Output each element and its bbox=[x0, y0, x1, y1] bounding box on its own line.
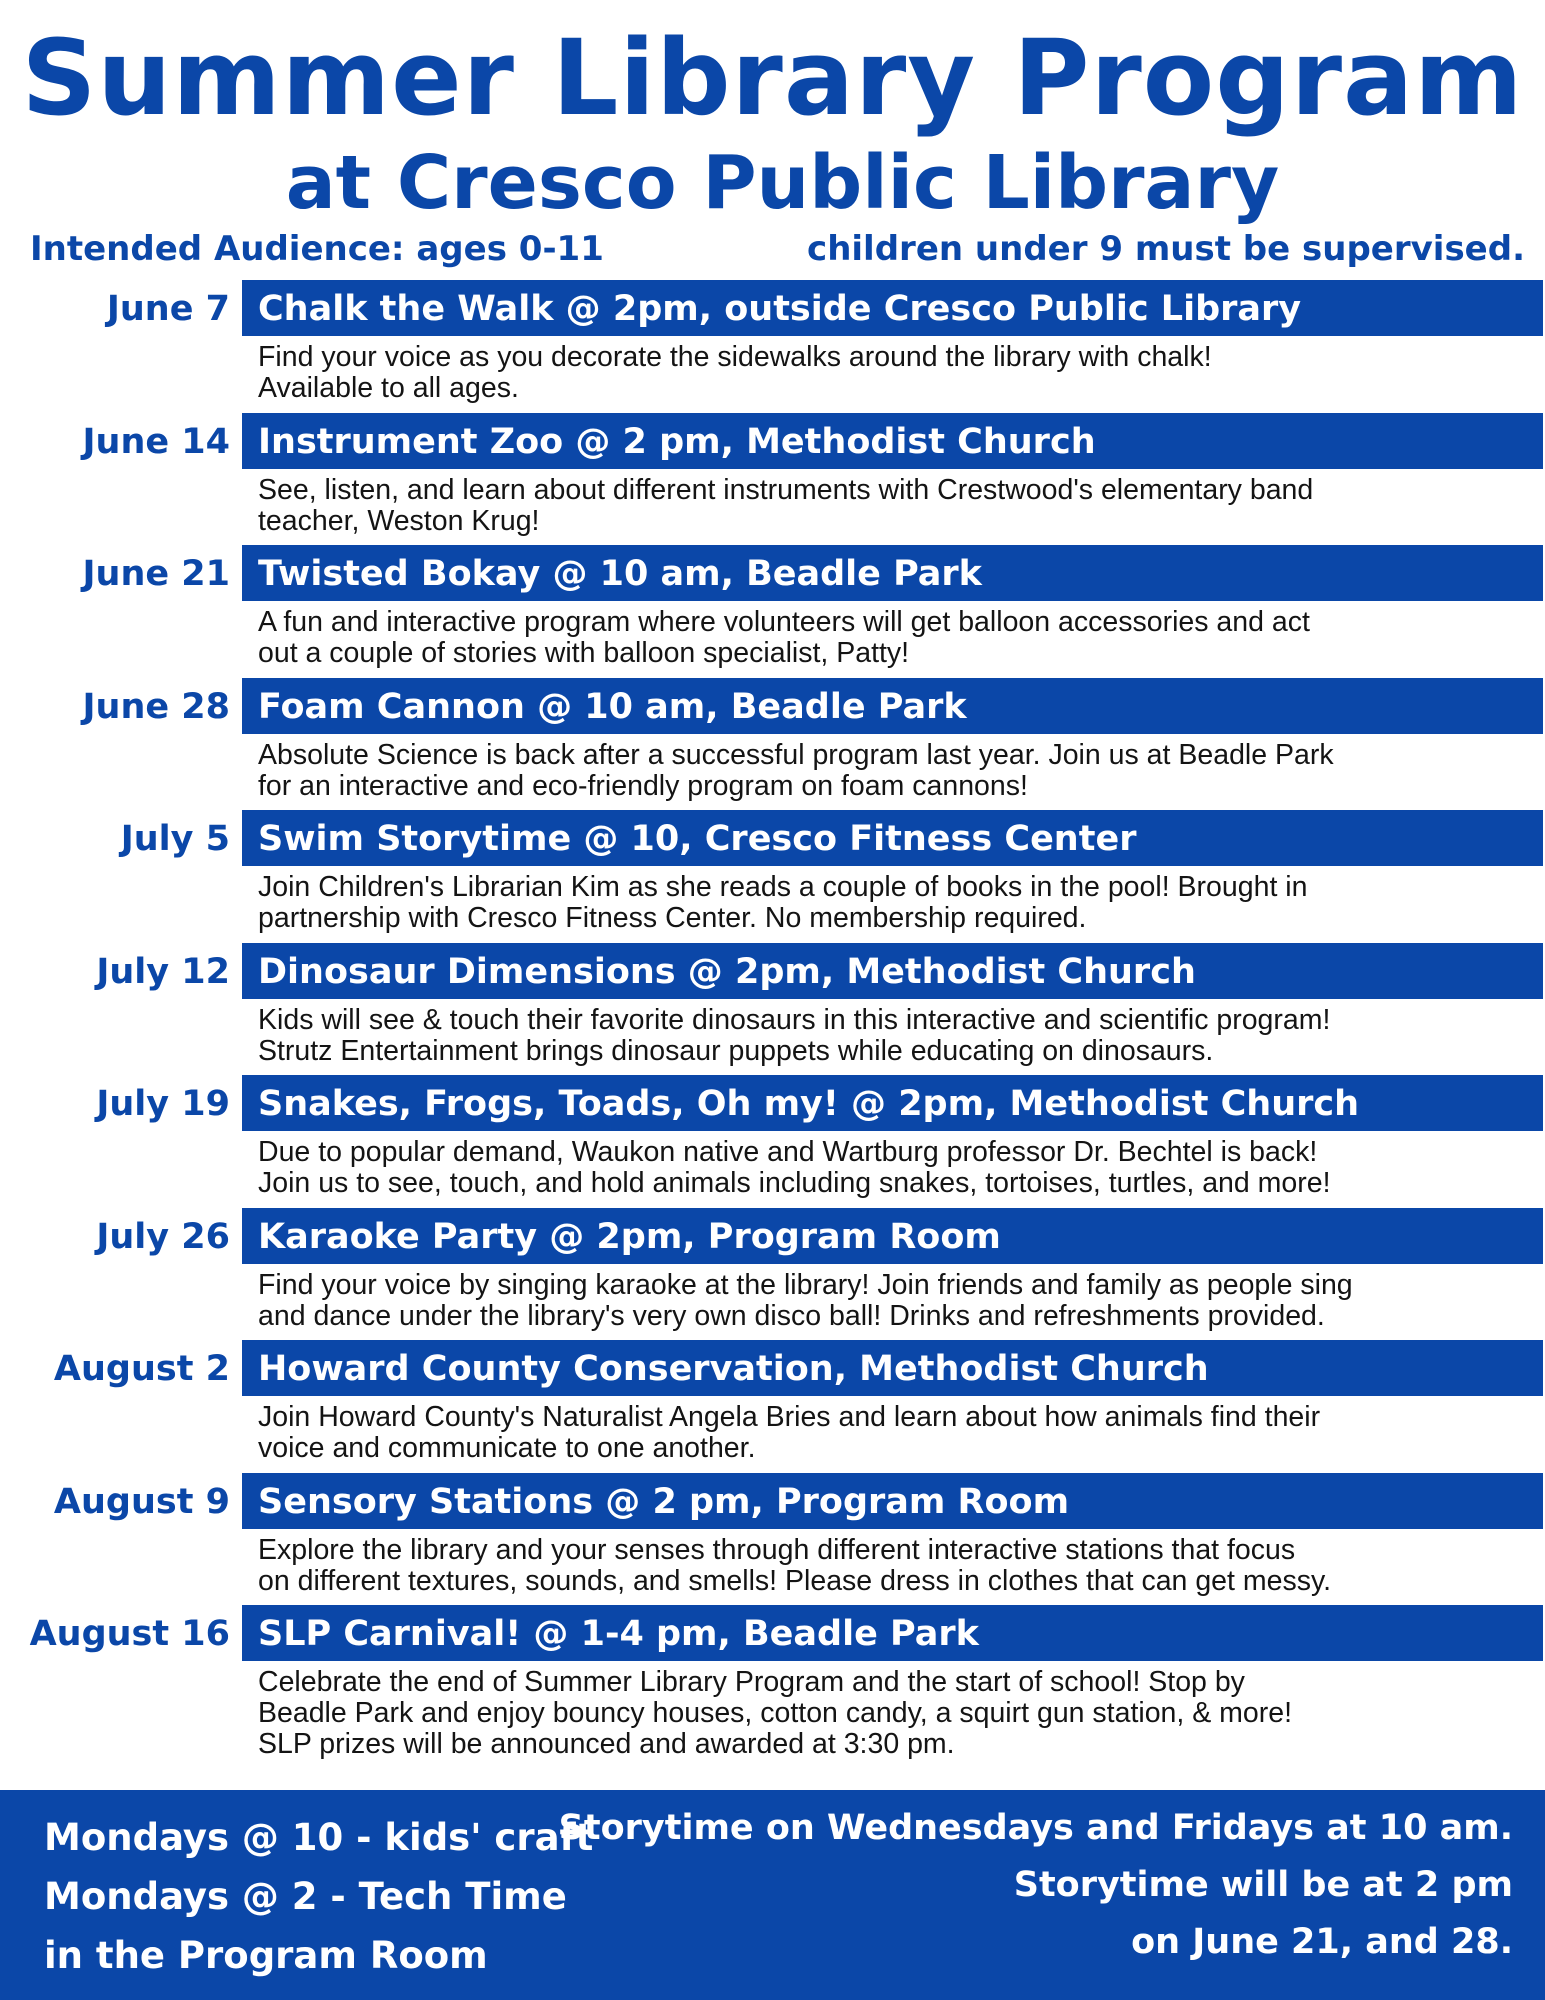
event-title-bar: Sensory Stations @ 2 pm, Program Room bbox=[242, 1473, 1543, 1529]
event-description bbox=[258, 1402, 1533, 1464]
supervision-note: children under 9 must be supervised. bbox=[807, 229, 1525, 269]
event-description bbox=[258, 740, 1533, 802]
description-line: partnership with Cresco Fitness Center. No membership required. bbox=[258, 902, 1087, 934]
event-date: July 19 bbox=[96, 1084, 230, 1124]
event-description bbox=[258, 475, 1533, 537]
description-line: A fun and interactive program where volunteers will get balloon accessories and act bbox=[258, 606, 1310, 638]
event-title-bar: Dinosaur Dimensions @ 2pm, Methodist Church bbox=[242, 943, 1543, 999]
audience-note: Intended Audience: ages 0-11 bbox=[30, 229, 604, 269]
event-list bbox=[0, 280, 1545, 1760]
event-date: July 5 bbox=[120, 819, 230, 859]
event-description bbox=[258, 1535, 1533, 1597]
event-title-bar: Twisted Bokay @ 10 am, Beadle Park bbox=[242, 545, 1543, 601]
event-title-bar: Swim Storytime @ 10, Cresco Fitness Center bbox=[242, 810, 1543, 866]
event-title-bar: Snakes, Frogs, Toads, Oh my! @ 2pm, Methodist Church bbox=[242, 1075, 1543, 1131]
description-line: for an interactive and eco-friendly program on foam cannons! bbox=[258, 769, 1028, 802]
event-description bbox=[258, 1137, 1533, 1199]
description-line: Kids will see & touch their favorite dinosaurs in this interactive and scientific program! bbox=[258, 1003, 1331, 1036]
event-date: August 16 bbox=[29, 1614, 230, 1654]
event-item bbox=[0, 1075, 1545, 1208]
page-subtitle: at Cresco Public Library bbox=[285, 140, 1280, 226]
event-date: August 2 bbox=[53, 1349, 230, 1389]
description-line: teacher, Weston Krug! bbox=[258, 504, 540, 537]
description-line: voice and communicate to one another. bbox=[258, 1432, 756, 1464]
description-line: Celebrate the end of Summer Library Program and the start of school! Stop by bbox=[258, 1666, 1245, 1698]
footer-line: on June 21, and 28. bbox=[1131, 1922, 1513, 1962]
description-line: and dance under the library's very own disco ball! Drinks and refreshments provided. bbox=[258, 1299, 1325, 1332]
footer-line: Storytime on Wednesdays and Fridays at 10 am. bbox=[558, 1808, 1513, 1848]
description-line: Due to popular demand, Waukon native and Wartburg professor Dr. Bechtel is back! bbox=[258, 1136, 1318, 1168]
event-description bbox=[258, 342, 1533, 404]
event-title-bar: Instrument Zoo @ 2 pm, Methodist Church bbox=[242, 413, 1543, 469]
footer-line: Storytime will be at 2 pm bbox=[1013, 1865, 1513, 1905]
event-item bbox=[0, 413, 1545, 546]
event-date: June 28 bbox=[82, 686, 230, 727]
event-title-bar: Howard County Conservation, Methodist Church bbox=[242, 1340, 1543, 1396]
event-item bbox=[0, 1208, 1545, 1341]
event-description bbox=[258, 1005, 1533, 1067]
event-item bbox=[0, 1605, 1545, 1760]
event-date: June 14 bbox=[82, 421, 230, 462]
footer-line: Mondays @ 10 - kids' craft bbox=[44, 1816, 594, 1859]
description-line: Beadle Park and enjoy bouncy houses, cotton candy, a squirt gun station, & more! bbox=[258, 1697, 1293, 1729]
event-date: August 9 bbox=[53, 1481, 230, 1522]
event-item bbox=[0, 943, 1545, 1076]
storytime-info bbox=[559, 1800, 1513, 1971]
description-line: SLP prizes will be announced and awarded at 3:30 pm. bbox=[258, 1728, 955, 1760]
event-date: June 7 bbox=[106, 289, 230, 329]
footer-line: Mondays @ 2 - Tech Time bbox=[44, 1875, 567, 1918]
description-line: Find your voice as you decorate the sidewalks around the library with chalk! bbox=[258, 341, 1212, 373]
description-line: Explore the library and your senses through different interactive stations that focus bbox=[258, 1533, 1296, 1566]
footer-banner bbox=[0, 1790, 1545, 2000]
event-date: June 21 bbox=[82, 554, 230, 594]
event-title-bar: Karaoke Party @ 2pm, Program Room bbox=[242, 1208, 1543, 1264]
footer-line: in the Program Room bbox=[44, 1934, 488, 1977]
event-title-bar: Foam Cannon @ 10 am, Beadle Park bbox=[242, 678, 1543, 734]
event-description bbox=[258, 872, 1533, 934]
event-description bbox=[258, 1270, 1533, 1332]
description-line: Absolute Science is back after a successful program last year. Join us at Beadle Park bbox=[258, 738, 1334, 771]
page-title: Summer Library Program bbox=[21, 17, 1524, 139]
event-description bbox=[258, 1667, 1533, 1760]
event-item bbox=[0, 678, 1545, 811]
description-line: Strutz Entertainment brings dinosaur puppets while educating on dinosaurs. bbox=[258, 1034, 1214, 1067]
description-line: on different textures, sounds, and smells! Please dress in clothes that can get messy. bbox=[258, 1564, 1332, 1597]
description-line: Available to all ages. bbox=[258, 372, 519, 404]
event-title-bar: Chalk the Walk @ 2pm, outside Cresco Public Library bbox=[242, 280, 1543, 336]
description-line: out a couple of stories with balloon specialist, Patty! bbox=[258, 637, 910, 669]
event-date: July 26 bbox=[96, 1216, 230, 1257]
description-line: Join Children's Librarian Kim as she reads a couple of books in the pool! Brought in bbox=[258, 871, 1308, 903]
event-description bbox=[258, 607, 1533, 669]
event-item bbox=[0, 280, 1545, 413]
event-date: July 12 bbox=[96, 951, 230, 992]
description-line: Join Howard County's Naturalist Angela Bries and learn about how animals find their bbox=[258, 1401, 1321, 1433]
description-line: See, listen, and learn about different instruments with Crestwood's elementary band bbox=[258, 473, 1314, 506]
weekly-activities bbox=[44, 1808, 593, 1985]
event-item bbox=[0, 545, 1545, 678]
description-line: Join us to see, touch, and hold animals including snakes, tortoises, turtles, and more! bbox=[258, 1167, 1331, 1199]
event-title-bar: SLP Carnival! @ 1-4 pm, Beadle Park bbox=[242, 1605, 1543, 1661]
event-item bbox=[0, 1340, 1545, 1473]
description-line: Find your voice by singing karaoke at the library! Join friends and family as people sing bbox=[258, 1268, 1353, 1301]
event-item bbox=[0, 1473, 1545, 1606]
event-item bbox=[0, 810, 1545, 943]
